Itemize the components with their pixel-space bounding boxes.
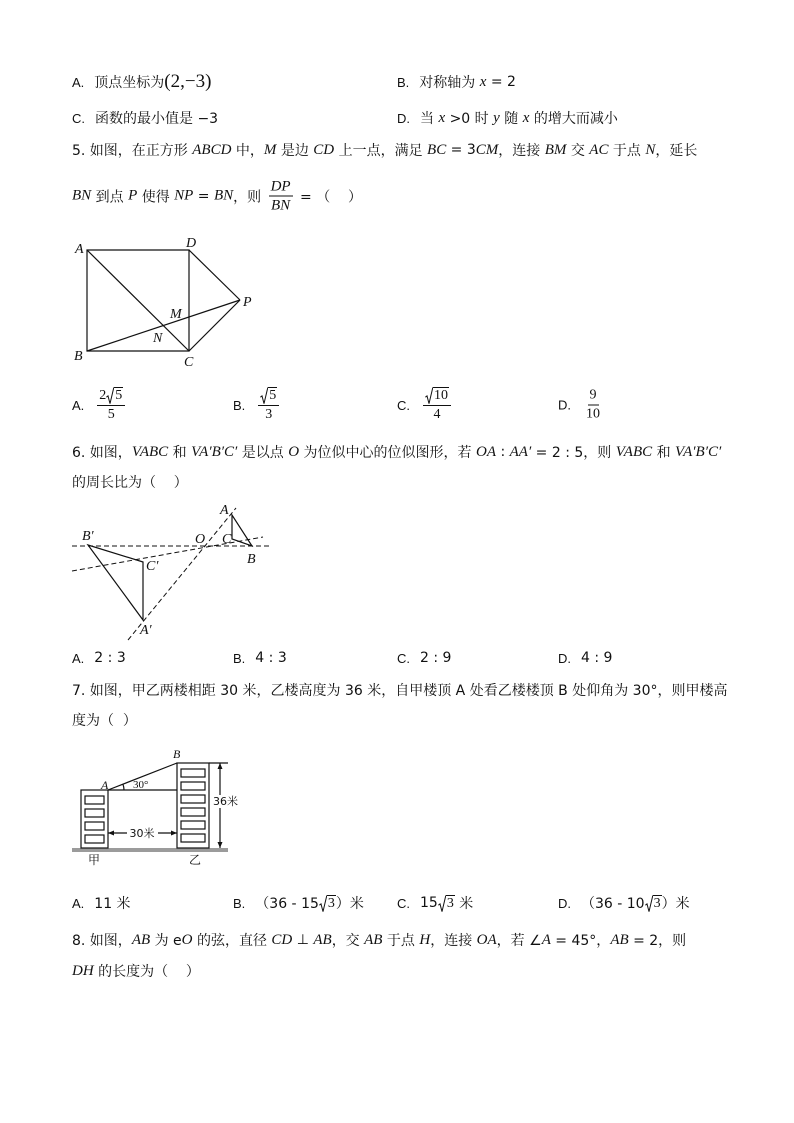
math-symbol: AA′ [509,443,532,460]
text-run: 于点 [608,143,646,159]
denominator [106,406,117,423]
label-a-prime: A′ [140,623,152,638]
text-run: 函数的最小值是 −3 [95,111,219,127]
text-run: 米 [454,896,474,912]
q7-option-a [72,893,131,913]
q4-option-c [72,108,218,128]
text-run: 4 : 3 [255,650,287,666]
fraction [269,179,293,214]
option-key: B. [233,895,246,911]
option-content [420,893,473,913]
angle-arc [123,784,124,790]
radical-sign-icon [438,895,446,912]
option-key: B. [233,650,246,666]
option-key: C. [397,397,410,413]
text-run: = （ ） [295,189,363,205]
height-label: 36米 [213,795,238,808]
text-run: 5 [107,407,115,422]
option-key: B. [397,74,410,90]
math-symbol: M [263,141,277,158]
text-run: 7. 如图，甲乙两楼相距 30 米，乙楼高度为 36 米，自甲楼顶 A 处看乙楼楼顶 B 处仰角为 30°，则甲楼高 [72,683,728,699]
building-yi-label: 乙 [189,853,202,867]
math-symbol: x [438,109,446,126]
q4-option-d [397,108,618,128]
text-run: （36 - 15 [255,896,319,912]
numerator [423,387,451,406]
text-run: 度为（ ） [72,713,137,729]
radicand: 3 [327,895,335,911]
option-content [420,650,451,666]
denominator [584,406,602,423]
option-content [94,893,130,913]
q5-stem-line-2 [72,179,362,214]
square-root [319,895,336,912]
distance-label: 30米 [129,827,155,840]
q8-stem-line-1 [72,930,686,950]
text-run: 2 : 9 [420,650,452,666]
option-key: C. [72,110,85,126]
label-b-prime: B′ [82,529,94,544]
math-symbol: AB [131,931,151,948]
arrow-down-icon [218,842,223,848]
math-symbol: A [541,931,551,948]
text-run: 到点 [91,189,129,205]
label-b: B [74,349,83,364]
option-key: D. [558,895,571,911]
text-run: = 2 : 5，则 [531,445,616,461]
q7-option-c [397,893,473,913]
label-a: A [101,778,109,792]
text-run: 和 [652,445,676,461]
text-run: ⊥ [292,932,314,948]
text-run: 2 [99,388,107,403]
label-b: B [173,747,181,761]
segment-dp [189,250,240,300]
radical-sign-icon [319,895,327,912]
math-symbol: NP [174,187,194,204]
text-run: 当 [420,111,439,127]
text-run: = [193,188,214,204]
text-run: 4 [433,407,441,422]
q7-buildings-figure [70,745,245,870]
text-run: 随 [499,111,523,127]
q6-option-a [72,650,126,666]
q5-option-b [233,387,282,423]
math-symbol: AB [610,931,629,948]
option-key: D. [558,397,571,413]
text-run: 3 [265,407,273,422]
text-run: ，连接 [498,143,545,159]
window [181,782,205,790]
text-run: 的增大而减小 [529,111,618,127]
math-symbol: DP [270,178,291,195]
building-jia-label: 甲 [88,853,101,867]
text-run: 11 米 [94,896,131,912]
triangle-abc [232,515,252,546]
q5-square-figure [70,230,260,370]
math-symbol: VABC [131,443,169,460]
label-m: M [170,307,182,322]
dashed-line-aa [128,508,236,640]
text-run: 5. 如图，在正方形 [72,143,193,159]
math-symbol: BN [72,187,92,204]
q6-option-c [397,650,451,666]
radicand: 3 [446,895,454,911]
label-p: P [243,295,252,310]
segment-bp [87,300,240,351]
denominator [432,406,443,423]
fraction [584,388,602,423]
text-run: = 2，则 [628,933,687,949]
denominator [263,406,274,423]
square-root [260,387,277,404]
q5-stem-line-1 [72,140,697,160]
text-run: 的长度为（ ） [93,964,200,980]
label-c: C [184,355,194,370]
text-run: 顶点坐标为 [94,75,165,91]
option-content [420,108,618,128]
window [85,796,104,804]
text-run: 对称轴为 [419,75,480,91]
q7-option-d [558,893,690,913]
math-symbol: OA [476,931,497,948]
numerator [588,388,599,406]
label-a: A [75,242,84,257]
denominator [269,197,292,214]
option-key: C. [397,895,410,911]
option-content [419,72,516,92]
building-yi [177,763,209,848]
math-symbol: CD [313,141,335,158]
window [85,809,104,817]
option-content [255,387,282,423]
math-symbol: BM [544,141,567,158]
window [181,808,205,816]
math-symbol: OA [476,443,496,460]
option-key: A. [72,895,85,911]
text-run: 15 [420,895,438,911]
text-run: ）米 [335,896,364,912]
math-symbol: BN [271,197,291,214]
option-content [255,893,364,913]
text-run: 为位似中心的位似图形，若 [299,445,476,461]
math-symbol: y [493,109,500,126]
text-run: 和 [168,445,192,461]
q5-option-d [558,388,605,423]
fraction [97,387,125,423]
text-run: 6. 如图， [72,445,132,461]
text-run: ，若 ∠ [496,933,542,949]
square-root [645,895,662,912]
math-symbol: N [645,141,656,158]
q7-stem-line-1 [72,680,727,700]
q4-option-b [397,72,516,92]
option-content [94,650,125,666]
text-run: 10 [586,406,600,422]
square-root [425,387,449,404]
window [181,769,205,777]
label-d: D [186,236,197,251]
text-run: （36 - 10 [581,896,645,912]
label-o: O [195,532,206,547]
square-root [438,895,455,912]
math-symbol: CD [271,931,293,948]
q4-option-a [72,71,211,93]
arrow-up-icon [218,763,223,769]
radicand: 5 [115,388,123,403]
option-key: C. [397,650,410,666]
text-run: 9 [589,387,597,403]
math-symbol: AB [364,931,383,948]
option-content [581,893,690,913]
option-key: A. [72,74,85,90]
numerator [258,387,279,406]
label-c-prime: C′ [146,559,159,574]
numerator [97,387,125,406]
math-symbol: O [181,931,193,948]
radicand: 3 [653,895,661,911]
text-run: 于点 [382,933,420,949]
text-run: ，连接 [430,933,477,949]
segment-cp [189,300,240,351]
option-content [420,387,454,423]
text-run: = 45°， [550,933,611,949]
window [181,821,205,829]
text-run: ）米 [661,896,690,912]
math-symbol: x [479,73,487,90]
q6-stem-line-2 [72,472,188,492]
option-content [94,387,128,423]
q5-option-a [72,387,128,423]
math-symbol: ABCD [192,141,232,158]
radical-sign-icon [260,387,268,404]
arrow-right-icon [171,831,177,836]
radicand: 10 [434,388,448,403]
text-run: 使得 [137,189,175,205]
q8-stem-line-2 [72,961,200,981]
math-symbol: VABC [615,443,653,460]
option-content [581,650,612,666]
radicand: 5 [269,388,277,403]
triangle-a1b1c1 [88,545,143,620]
text-run: 2 : 3 [94,650,126,666]
text-run: ，则 [233,189,266,205]
math-symbol: P [128,187,138,204]
math-symbol: (2,−3) [164,71,212,92]
text-run: : [496,444,510,460]
math-symbol: BC [427,141,447,158]
math-symbol: CM [475,141,499,158]
arrow-left-icon [108,831,114,836]
q6-option-d [558,650,612,666]
radical-sign-icon [645,895,653,912]
window [181,795,205,803]
text-run: = 2 [486,74,516,90]
square-root [106,387,123,404]
q7-option-b [233,893,364,913]
diagonal-ac [87,250,189,351]
q6-similar-triangles-figure [70,500,280,645]
text-run: 中， [231,143,264,159]
text-run: 4 : 9 [581,650,613,666]
q5-option-c [397,387,454,423]
math-symbol: AB [313,931,332,948]
fraction [423,387,451,423]
text-run: 是边 [276,143,314,159]
option-key: A. [72,397,85,413]
text-run: 的弦，直径 [192,933,272,949]
option-key: A. [72,650,85,666]
label-a: A [220,503,229,518]
math-symbol: AC [589,141,609,158]
q6-option-b [233,650,287,666]
math-symbol: VA′B′C′ [191,443,238,460]
label-b: B [247,552,256,567]
text-run: 上一点，满足 [334,143,428,159]
math-symbol: VA′B′C′ [675,443,722,460]
radical-sign-icon [425,387,433,404]
radical-sign-icon [106,387,114,404]
math-symbol: DH [72,962,94,979]
option-content [581,388,605,423]
label-c: C [222,532,232,547]
dashed-line-cc [72,537,263,571]
option-content [95,108,218,128]
text-run: 为 e [150,933,182,949]
text-run: ，交 [331,933,365,949]
text-run: 8. 如图， [72,933,132,949]
q7-stem-line-2 [72,710,137,730]
label-n: N [153,331,163,346]
text-run: = 3 [446,142,476,158]
math-symbol: H [419,931,431,948]
text-run: 交 [566,143,590,159]
math-symbol: BN [213,187,234,204]
window [181,834,205,842]
text-run: >0 时 [445,111,494,127]
numerator [269,179,293,197]
window [85,835,104,843]
q6-stem-line-1 [72,442,721,462]
option-key: B. [233,397,246,413]
text-run: ，延长 [655,143,698,159]
fraction [258,387,279,423]
option-key: D. [397,110,410,126]
option-content [94,71,211,93]
option-key: D. [558,650,571,666]
math-symbol: O [288,443,300,460]
text-run: 是以点 [237,445,289,461]
angle-label: 30° [133,779,149,791]
text-run: 的周长比为（ ） [72,475,188,491]
option-content [255,650,286,666]
window [85,822,104,830]
math-symbol: x [522,109,530,126]
